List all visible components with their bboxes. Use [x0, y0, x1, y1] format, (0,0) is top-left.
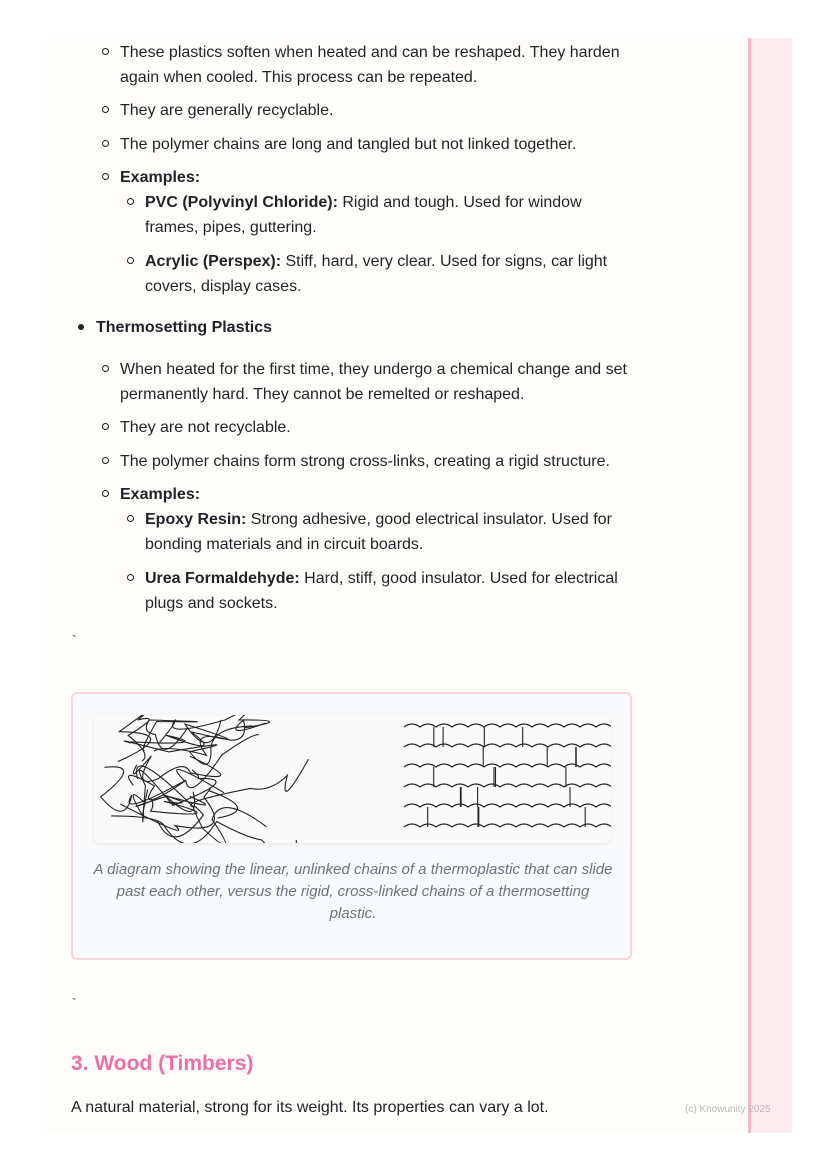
example-desc: Rigid and tough. Used for window frames, pipes, guttering.: [145, 194, 582, 236]
bullet-icon: [102, 490, 109, 497]
list-heading: Thermosetting Plastics: [96, 319, 273, 336]
linear-chain: [404, 744, 611, 747]
list-item: [145, 249, 625, 299]
list-item: These plastics soften when heated and can be reshaped. They harden again when cooled. This process can be repeated.: [120, 44, 620, 86]
margin-line: [748, 38, 751, 1133]
bullet-icon: [127, 515, 134, 522]
linear-chain: [404, 784, 611, 787]
linear-chain: [404, 824, 611, 827]
section-intro: A natural material, strong for its weight. Its properties can vary a lot.: [71, 1099, 549, 1116]
linear-chain: [404, 804, 611, 807]
figure: [71, 692, 632, 960]
polymer-diagram-image: [94, 715, 611, 843]
list-item: When heated for the first time, they undergo a chemical change and set permanently hard. They cannot be remelted or reshaped.: [120, 361, 627, 403]
figure-caption: A diagram showing the linear, unlinked chains of a thermoplastic that can slide past each other, versus the rigid, cross-linked chains of a thermosetting plastic.: [93, 861, 613, 922]
tangled-chain: [133, 756, 220, 782]
list-item: The polymer chains form strong cross-links, creating a rigid structure.: [120, 453, 610, 470]
list-item: They are generally recyclable.: [120, 102, 334, 119]
example-desc: Stiff, hard, very clear. Used for signs, car light covers, display cases.: [145, 253, 608, 295]
list-item: The polymer chains are long and tangled but not linked together.: [120, 136, 577, 153]
example-name: PVC (Polyvinyl Chloride):: [145, 194, 338, 211]
section-heading: 3. Wood (Timbers): [71, 1052, 254, 1075]
bullet-icon: [102, 173, 109, 180]
polymer-chains-diagram: [94, 715, 611, 843]
linear-chain: [404, 724, 611, 727]
bullet-icon: [78, 324, 84, 330]
example-name: Urea Formaldehyde:: [145, 570, 300, 587]
bullet-icon: [102, 457, 109, 464]
linear-chain: [404, 764, 611, 767]
bullet-icon: [102, 106, 109, 113]
example-desc: Hard, stiff, good insulator. Used for electrical plugs and sockets.: [145, 570, 618, 612]
example-desc: Strong adhesive, good electrical insulator. Used for bonding materials and in circuit boards.: [145, 511, 612, 553]
bullet-icon: [127, 257, 134, 264]
tangled-chain: [143, 720, 197, 750]
bullet-icon: [102, 423, 109, 430]
examples-label: Examples:: [120, 486, 201, 503]
list-item: They are not recyclable.: [120, 419, 291, 436]
bullet-icon: [102, 140, 109, 147]
bullet-icon: [127, 198, 134, 205]
example-name: Epoxy Resin:: [145, 511, 247, 528]
tangled-chain: [137, 759, 309, 807]
bullet-icon: [102, 365, 109, 372]
page-margin: [748, 38, 792, 1133]
footer-copyright: (c) Knowunity 2025: [685, 1104, 771, 1115]
list-item: [145, 190, 615, 240]
list-item: [145, 566, 630, 616]
list-item: [145, 507, 620, 557]
bullet-icon: [102, 48, 109, 55]
bullet-icon: [127, 574, 134, 581]
tangled-chain: [118, 715, 151, 762]
examples-label: Examples:: [120, 169, 201, 186]
tangled-chain: [124, 726, 253, 764]
stray-mark: `: [72, 995, 77, 1011]
stray-mark: `: [72, 632, 77, 648]
example-name: Acrylic (Perspex):: [145, 253, 282, 270]
